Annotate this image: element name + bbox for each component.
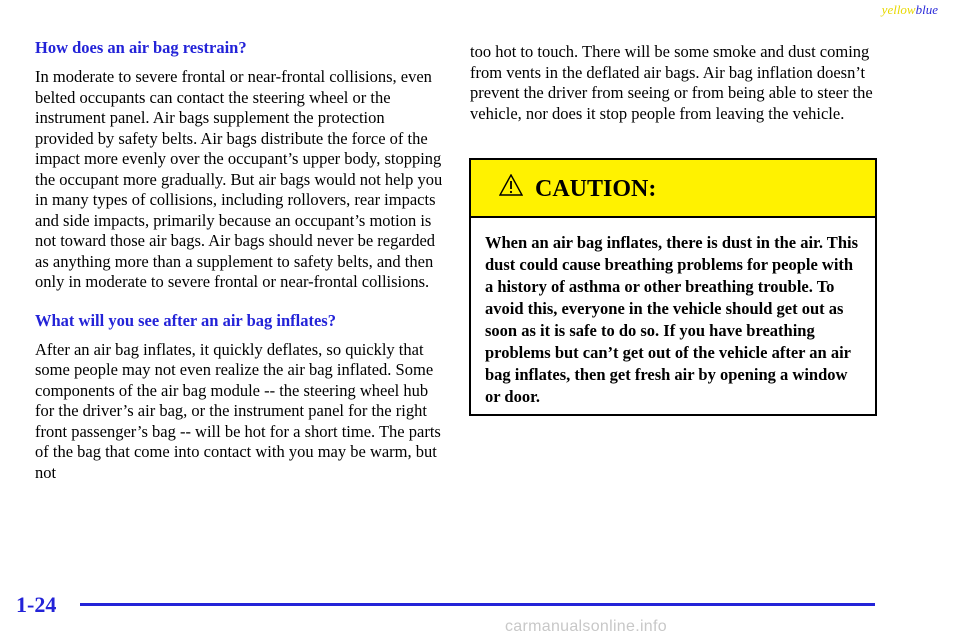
section-heading-after-inflate: What will you see after an air bag inflates?	[35, 310, 336, 330]
caution-box	[469, 158, 877, 416]
corner-color-tag	[882, 2, 938, 18]
caution-title: CAUTION:	[535, 176, 657, 202]
watermark: carmanualsonline.info	[505, 618, 667, 635]
caution-header	[471, 160, 875, 218]
footer-divider	[80, 603, 875, 606]
left-column	[35, 38, 443, 501]
paragraph-restrain: In moderate to severe frontal or near-frontal collisions, even belted occupants can contact the steering wheel or the instrument panel. Air bags supplement the protection provided by safety belts. Air bags distribute the force of the impact more evenly over the occupant’s upper body, stopping the occupant more gradually. But air bags would not help you in many types of collisions, including rollovers, rear impacts and side impacts, primarily because an occupant’s motion is not toward those air bags. Air bags should never be regarded as anything more than a supplement to safety belts, and then only in moderate to severe frontal or near-frontal collisions.	[35, 67, 443, 291]
paragraph-after-inflate: After an air bag inflates, it quickly deflates, so quickly that some people may not even realize the air bag inflated. Some components of the air bag module -- the steering wheel hub for the driver’s air bag, or the instrument panel for the right front passenger’s bag -- will be hot for a short time. The parts of the bag that come into contact with you may be warm, but not	[35, 339, 441, 482]
page-number: 1-24	[16, 592, 57, 617]
paragraph-continued: too hot to touch. There will be some smoke and dust coming from vents in the deflated air bags. Air bag inflation doesn’t prevent the driver from seeing or from being able to steer the vehicle, nor does it stop people from leaving the vehicle.	[470, 42, 873, 123]
right-column	[470, 42, 880, 124]
section-heading-restrain: How does an air bag restrain?	[35, 38, 247, 57]
warning-triangle-icon	[499, 174, 523, 196]
caution-text: When an air bag inflates, there is dust in the air. This dust could cause breathing problems for people with a history of asthma or other breathing trouble. To avoid this, everyone in the vehicle should get out as soon as it is safe to do so. If you have breathing problems but can’t get out of the vehicle after an air bag inflates, then get fresh air by opening a window or door.	[485, 233, 858, 406]
corner-tag-yellow: yellow	[881, 2, 916, 17]
corner-tag-blue: blue	[915, 2, 938, 17]
